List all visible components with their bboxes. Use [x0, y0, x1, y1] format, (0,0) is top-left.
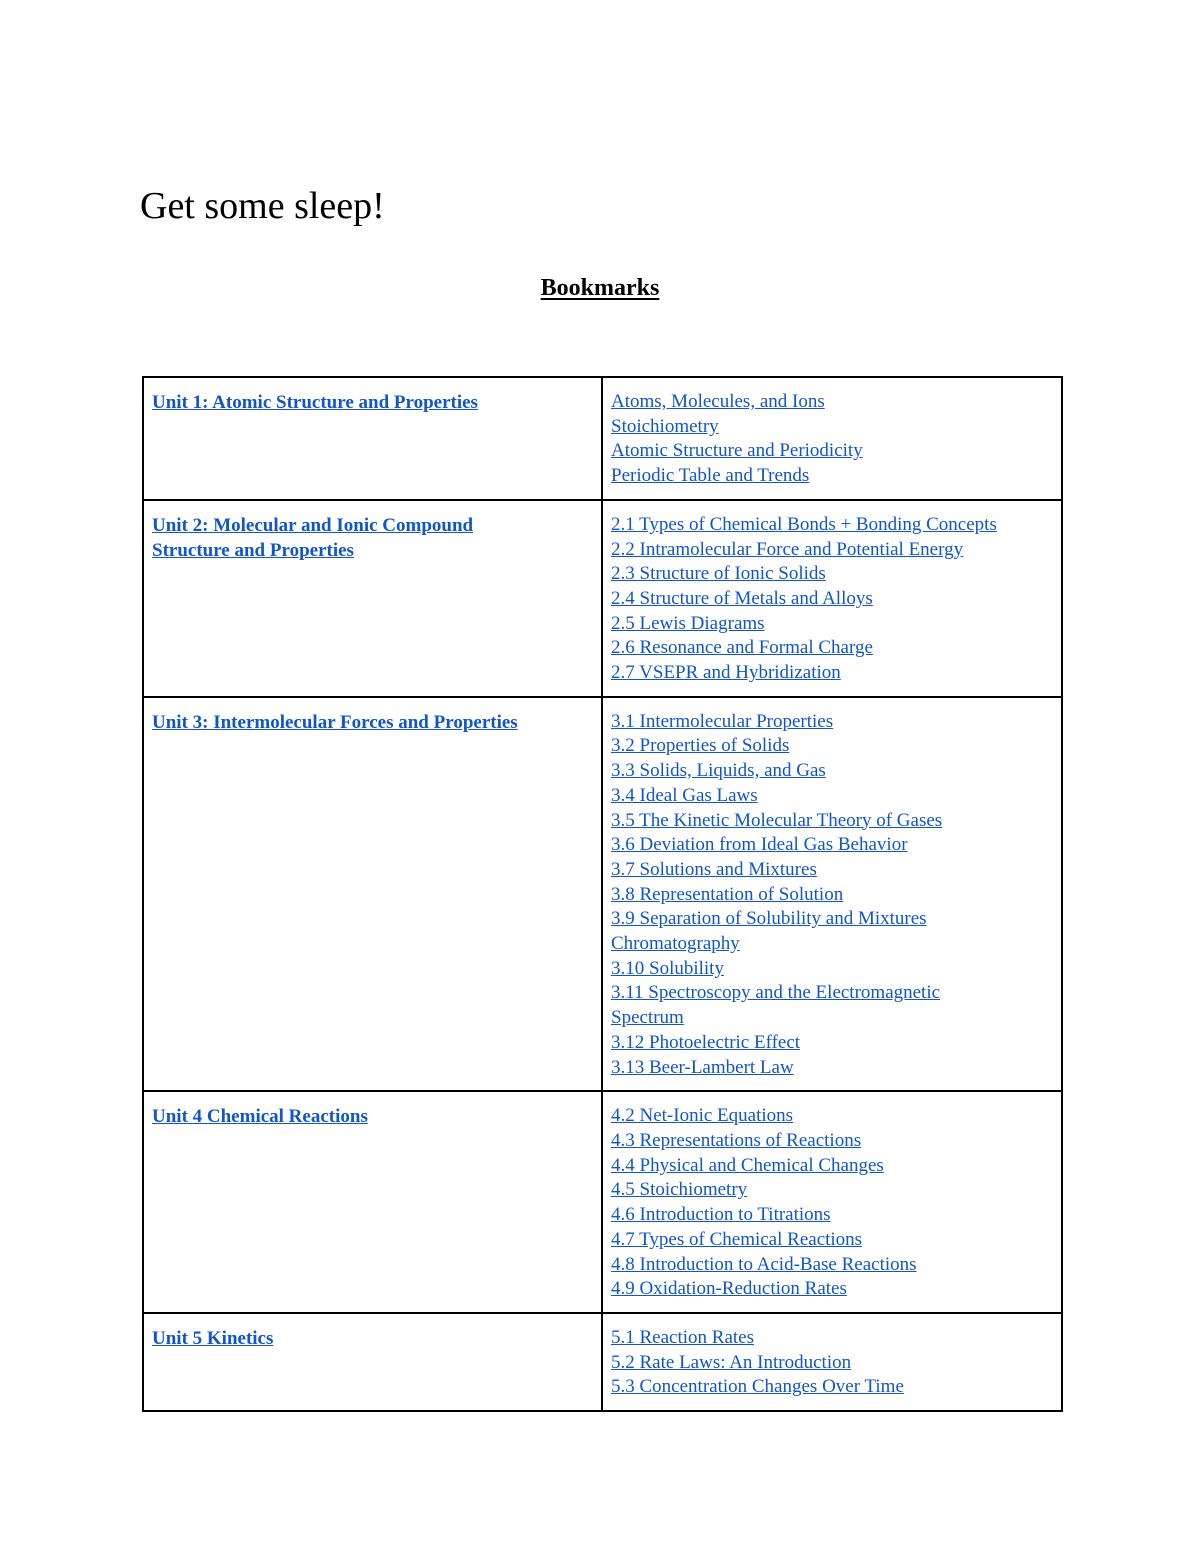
topic-link[interactable]: 5.1 Reaction Rates: [611, 1326, 754, 1348]
unit-cell: [143, 697, 602, 1092]
topic-link[interactable]: 2.7 VSEPR and Hybridization: [611, 662, 841, 684]
unit-link[interactable]: Unit 4 Chemical Reactions: [152, 1106, 368, 1128]
topic-link[interactable]: Periodic Table and Trends: [611, 465, 810, 487]
unit-row: [143, 697, 1062, 1092]
topic-link[interactable]: 3.13 Beer-Lambert Law: [611, 1056, 794, 1078]
topic-link[interactable]: 2.5 Lewis Diagrams: [611, 612, 765, 634]
topics-cell: [602, 500, 1062, 697]
topic-link[interactable]: 4.6 Introduction to Titrations: [611, 1204, 831, 1226]
topic-link[interactable]: 4.7 Types of Chemical Reactions: [611, 1228, 863, 1250]
topic-link[interactable]: 4.8 Introduction to Acid-Base Reactions: [611, 1253, 917, 1275]
topic-link[interactable]: 2.1 Types of Chemical Bonds + Bonding Concepts: [611, 513, 997, 535]
topic-link[interactable]: 3.3 Solids, Liquids, and Gas: [611, 760, 826, 782]
unit-cell: [143, 1091, 602, 1313]
unit-link[interactable]: Unit 1: Atomic Structure and Properties: [152, 392, 478, 413]
unit-row: [143, 500, 1062, 697]
topics-cell: [602, 1313, 1062, 1411]
bookmarks-table: [142, 376, 1063, 1412]
topic-link[interactable]: 4.3 Representations of Reactions: [611, 1129, 862, 1151]
unit-cell: [143, 1313, 602, 1411]
topic-link[interactable]: 3.11 Spectroscopy and the Electromagnetic Spectrum: [611, 982, 941, 1029]
topic-link[interactable]: 4.2 Net-Ionic Equations: [611, 1105, 794, 1127]
unit-row: [143, 377, 1062, 500]
topic-link[interactable]: 3.10 Solubility: [611, 957, 724, 979]
topic-link[interactable]: Atoms, Molecules, and Ions: [611, 391, 825, 412]
topic-link[interactable]: 2.6 Resonance and Formal Charge: [611, 637, 873, 659]
topic-link[interactable]: 3.7 Solutions and Mixtures: [611, 858, 817, 880]
topic-link[interactable]: 3.8 Representation of Solution: [611, 883, 844, 905]
topics-cell: [602, 1091, 1062, 1313]
topic-link[interactable]: 3.9 Separation of Solubility and Mixtures Chromatography: [611, 908, 927, 955]
topic-link[interactable]: Stoichiometry: [611, 415, 719, 437]
topic-link[interactable]: 5.3 Concentration Changes Over Time: [611, 1376, 904, 1398]
unit-row: [143, 1091, 1062, 1313]
topic-link[interactable]: 4.4 Physical and Chemical Changes: [611, 1154, 884, 1176]
topic-link[interactable]: 2.4 Structure of Metals and Alloys: [611, 587, 873, 609]
topic-link[interactable]: 4.5 Stoichiometry: [611, 1179, 748, 1201]
topic-link[interactable]: 4.9 Oxidation-Reduction Rates: [611, 1278, 847, 1300]
unit-link[interactable]: Unit 2: Molecular and Ionic Compound Structure and Properties: [152, 514, 474, 561]
topic-link[interactable]: 3.5 The Kinetic Molecular Theory of Gases: [611, 809, 943, 831]
topic-link[interactable]: 2.2 Intramolecular Force and Potential Energy: [611, 538, 964, 560]
topic-link[interactable]: Atomic Structure and Periodicity: [611, 440, 863, 462]
topic-link[interactable]: 3.2 Properties of Solids: [611, 735, 790, 757]
topic-link[interactable]: 3.4 Ideal Gas Laws: [611, 784, 758, 806]
unit-cell: [143, 500, 602, 697]
bookmarks-heading: Bookmarks: [540, 275, 660, 301]
topic-link[interactable]: 2.3 Structure of Ionic Solids: [611, 563, 826, 585]
unit-link[interactable]: Unit 3: Intermolecular Forces and Properties: [152, 711, 518, 733]
topic-link[interactable]: 3.6 Deviation from Ideal Gas Behavior: [611, 834, 908, 856]
unit-link[interactable]: Unit 5 Kinetics: [152, 1327, 274, 1349]
topic-link[interactable]: 5.2 Rate Laws: An Introduction: [611, 1351, 852, 1373]
page-title: Get some sleep!: [140, 185, 385, 227]
unit-row: [143, 1313, 1062, 1411]
topics-cell: [602, 697, 1062, 1092]
topics-cell: [602, 377, 1062, 500]
topic-link[interactable]: 3.12 Photoelectric Effect: [611, 1031, 801, 1053]
topic-link[interactable]: 3.1 Intermolecular Properties: [611, 710, 834, 732]
unit-cell: [143, 377, 602, 500]
